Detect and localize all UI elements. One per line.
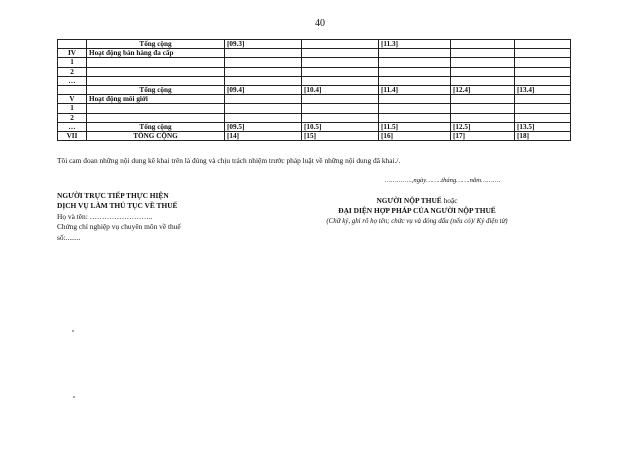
value-code-cell [225,104,302,113]
value-code-cell: [09.3] [225,40,302,49]
value-code-cell [515,40,571,49]
value-code-cell: [14] [225,131,302,140]
row-index-cell: 2 [58,67,87,76]
value-code-cell: [09.5] [225,122,302,131]
value-code-cell [451,40,515,49]
row-index-cell: … [58,122,87,131]
value-code-cell [302,95,379,104]
value-code-cell: [18] [515,131,571,140]
row-label-cell: Hoạt động bán hàng đa cấp [87,49,225,58]
value-code-cell [302,113,379,122]
table-row [58,67,571,76]
value-code-cell [225,49,302,58]
value-code-cell [451,95,515,104]
value-code-cell [451,113,515,122]
row-label-cell: Tổng cộng [87,40,225,49]
agent-cert-line2: số:........ [57,232,81,242]
scan-speck [72,330,74,332]
value-code-cell [379,104,451,113]
value-code-cell [451,67,515,76]
value-code-cell [451,104,515,113]
row-index-cell: 1 [58,104,87,113]
row-label-cell [87,67,225,76]
value-code-cell [379,67,451,76]
value-code-cell [515,49,571,58]
table-row [58,113,571,122]
value-code-cell: [09.4] [225,85,302,94]
taxpayer-signature-block [252,196,582,227]
taxpayer-signature-instruction: (Chữ ký, ghi rõ họ tên; chức vụ và đóng dấu (nếu có)/ Ký điện tử) [326,217,508,225]
value-code-cell [515,104,571,113]
value-code-cell: [15] [302,131,379,140]
value-code-cell: [17] [451,131,515,140]
scan-speck [73,396,75,398]
value-code-cell [225,95,302,104]
page-number: 40 [315,18,325,29]
row-label-cell: Tổng cộng [87,85,225,94]
value-code-cell [225,76,302,85]
date-line: …………..,ngày……..tháng…….năm………. [385,177,501,184]
agent-signature-block [57,191,181,243]
value-code-cell [515,58,571,67]
row-index-cell [58,85,87,94]
value-code-cell [225,58,302,67]
value-code-cell [451,58,515,67]
table-row [58,95,571,104]
value-code-cell: [16] [379,131,451,140]
table-row [58,122,571,131]
value-code-cell [379,49,451,58]
value-code-cell [379,113,451,122]
agent-name-field: Họ và tên: …………………….. [57,211,153,221]
table-row [58,58,571,67]
value-code-cell [379,76,451,85]
row-index-cell: … [58,76,87,85]
table-row [58,85,571,94]
value-code-cell [379,95,451,104]
row-index-cell: VII [58,131,87,140]
taxpayer-title-or: hoặc [443,196,458,205]
value-code-cell [302,40,379,49]
value-code-cell [302,76,379,85]
row-index-cell: V [58,95,87,104]
row-index-cell [58,40,87,49]
value-code-cell [302,104,379,113]
value-code-cell: [10.4] [302,85,379,94]
table-row [58,76,571,85]
declaration-text: Tôi cam đoan những nội dung kê khai trên là đúng và chịu trách nhiệm trước pháp luật về những nội dung đã khai./. [57,156,401,165]
row-label-cell: Hoạt động môi giới [87,95,225,104]
agent-title-line1: NGƯỜI TRỰC TIẾP THỰC HIỆN [57,191,169,200]
value-code-cell: [11.4] [379,85,451,94]
table-row [58,131,571,140]
value-code-cell [302,49,379,58]
value-code-cell [451,49,515,58]
table-row [58,104,571,113]
value-code-cell: [11.5] [379,122,451,131]
row-label-cell [87,104,225,113]
value-code-cell: [13.4] [515,85,571,94]
value-code-cell [379,58,451,67]
row-label-cell: Tổng cộng [87,122,225,131]
value-code-cell: [12.5] [451,122,515,131]
row-label-cell [87,113,225,122]
value-code-cell [515,95,571,104]
row-index-cell: 2 [58,113,87,122]
row-label-cell [87,58,225,67]
tax-declaration-table [57,39,571,141]
table-row [58,40,571,49]
value-code-cell [515,113,571,122]
value-code-cell [515,67,571,76]
value-code-cell [302,58,379,67]
taxpayer-representative-title: ĐẠI DIỆN HỢP PHÁP CỦA NGƯỜI NỘP THUẾ [338,206,496,216]
value-code-cell: [11.3] [379,40,451,49]
value-code-cell: [13.5] [515,122,571,131]
row-index-cell: 1 [58,58,87,67]
value-code-cell [225,113,302,122]
agent-title-line2: DỊCH VỤ LÀM THỦ TỤC VỀ THUẾ [57,201,178,211]
value-code-cell [451,76,515,85]
agent-cert-line1: Chứng chỉ nghiệp vụ chuyên môn về thuế [57,222,181,232]
value-code-cell: [12.4] [451,85,515,94]
row-label-cell [87,76,225,85]
value-code-cell [515,76,571,85]
row-label-cell: TỔNG CỘNG [87,131,225,140]
value-code-cell [302,67,379,76]
row-index-cell: IV [58,49,87,58]
value-code-cell: [10.5] [302,122,379,131]
table-row [58,49,571,58]
taxpayer-title: NGƯỜI NỘP THUẾ [376,196,442,205]
value-code-cell [225,67,302,76]
